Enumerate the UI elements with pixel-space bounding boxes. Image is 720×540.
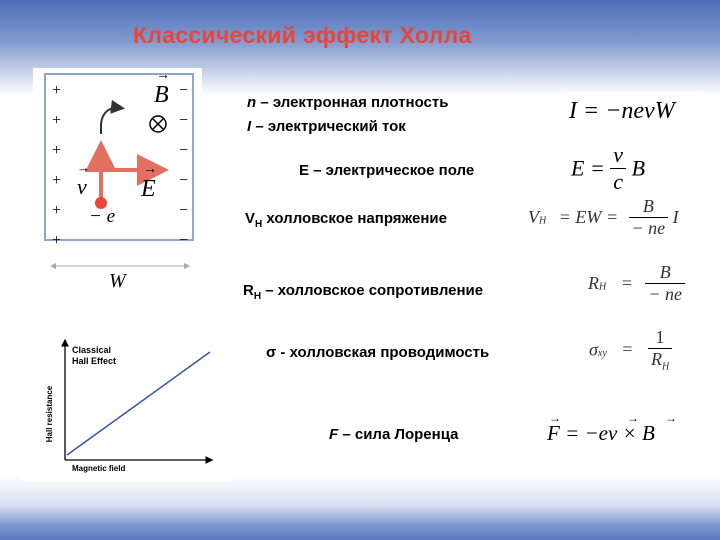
vector-arrow-icon: → [77, 160, 90, 175]
vector-arrow-icon: → [549, 411, 561, 425]
graph-ylabel: Hall resistance [45, 385, 54, 443]
minus-sign: − [179, 202, 189, 219]
vector-arrow-icon: → [627, 411, 639, 425]
formula-vh-num: B [629, 196, 669, 218]
label-i-text: – электрический ток [251, 118, 406, 135]
formula-current-text: I = −nevW [569, 98, 675, 124]
width-label: W [109, 270, 126, 292]
formula-sigma-fraction [648, 327, 672, 373]
graph-xlabel: Magnetic field [72, 464, 126, 473]
minus-signs [179, 76, 188, 256]
plus-sign: + [52, 142, 62, 159]
graph-legend-line2: Hall Effect [72, 356, 117, 366]
formula-sigma-lhs: σ [589, 339, 598, 360]
formula-vh-sub: H [539, 215, 547, 227]
label-f [329, 426, 458, 443]
label-rh-text: – холловское сопротивление [261, 282, 484, 299]
formula-field-rhs: B [631, 155, 646, 181]
formula-field-fraction [610, 142, 626, 195]
plus-signs [52, 76, 61, 256]
plus-sign: + [52, 232, 62, 249]
formula-hall-conductivity [553, 321, 701, 385]
hall-graph-panel [20, 325, 232, 481]
formula-rh-den: − ne [648, 284, 683, 304]
label-vh-text: холловское напряжение [262, 210, 447, 227]
label-n-text: – электронная плотность [256, 94, 449, 111]
plus-sign: + [52, 172, 62, 189]
vector-arrow-icon: → [156, 68, 170, 83]
label-rh-symbol: R [243, 282, 254, 299]
v-label: v [77, 174, 87, 199]
plus-sign: + [52, 202, 62, 219]
label-n [247, 94, 448, 111]
label-sigma: σ - холловская проводимость [266, 344, 490, 361]
formula-hall-resistance [570, 258, 698, 318]
graph-legend [72, 345, 116, 367]
formula-field-den: c [613, 169, 624, 194]
formula-sigma-den [648, 349, 672, 373]
formula-rh-lhs: R [588, 273, 599, 293]
formula-sigma-den-symbol: R [650, 349, 662, 369]
formula-current [563, 92, 703, 138]
formula-rh-sub: H [599, 281, 607, 293]
formula-sigma-num: 1 [648, 327, 672, 349]
e-field-label: E [141, 176, 156, 202]
label-rh [243, 282, 483, 302]
minus-sign: − [179, 112, 189, 129]
formula-vh-fraction [629, 196, 669, 239]
formula-field [563, 140, 667, 192]
charge-label: − e [89, 206, 116, 227]
formula-vh-mid: = EW = [558, 207, 619, 227]
formula-rh-num: B [645, 262, 685, 284]
vector-arrow-icon: → [143, 162, 157, 177]
label-i [247, 118, 406, 135]
label-rh-sub: H [253, 291, 262, 302]
label-e: E – электрическое поле [299, 162, 475, 179]
b-label: B [154, 82, 169, 108]
formula-sigma-eq: = [621, 339, 634, 360]
minus-sign: − [179, 142, 189, 159]
label-vh-symbol: V [245, 210, 256, 227]
formula-hall-voltage [520, 194, 710, 252]
formula-lorentz [535, 411, 689, 456]
formula-rh-eq: = [620, 273, 633, 293]
formula-sigma-sub: xy [597, 347, 607, 359]
label-f-symbol: F [329, 426, 339, 443]
label-vh-sub: H [255, 219, 263, 230]
minus-sign: − [179, 232, 189, 249]
conductor-slab [45, 74, 193, 240]
slide-title: Классический эффект Холла [133, 22, 472, 48]
hall-diagram-panel [33, 68, 202, 300]
formula-sigma-den-sub: H [661, 361, 670, 373]
label-n-symbol: n [247, 94, 257, 111]
minus-sign: − [179, 172, 189, 189]
label-vh [245, 210, 447, 230]
formula-lorentz-text: F = −ev × B [547, 421, 655, 445]
vector-arrow-icon: → [665, 411, 677, 425]
plus-sign: + [52, 112, 62, 129]
formula-vh-rhs: I [672, 207, 679, 227]
plus-sign: + [52, 82, 62, 99]
minus-sign: − [179, 82, 189, 99]
formula-vh-lhs: V [528, 207, 539, 227]
label-f-text: – сила Лоренца [338, 426, 459, 443]
formula-field-num: v [610, 142, 626, 169]
hall-resistance-line [67, 352, 210, 455]
label-i-symbol: I [247, 118, 252, 135]
graph-legend-line1: Classical [72, 345, 112, 355]
formula-vh-den: − ne [631, 218, 666, 238]
formula-field-lhs: E = [571, 155, 605, 181]
formula-rh-fraction [645, 262, 685, 305]
